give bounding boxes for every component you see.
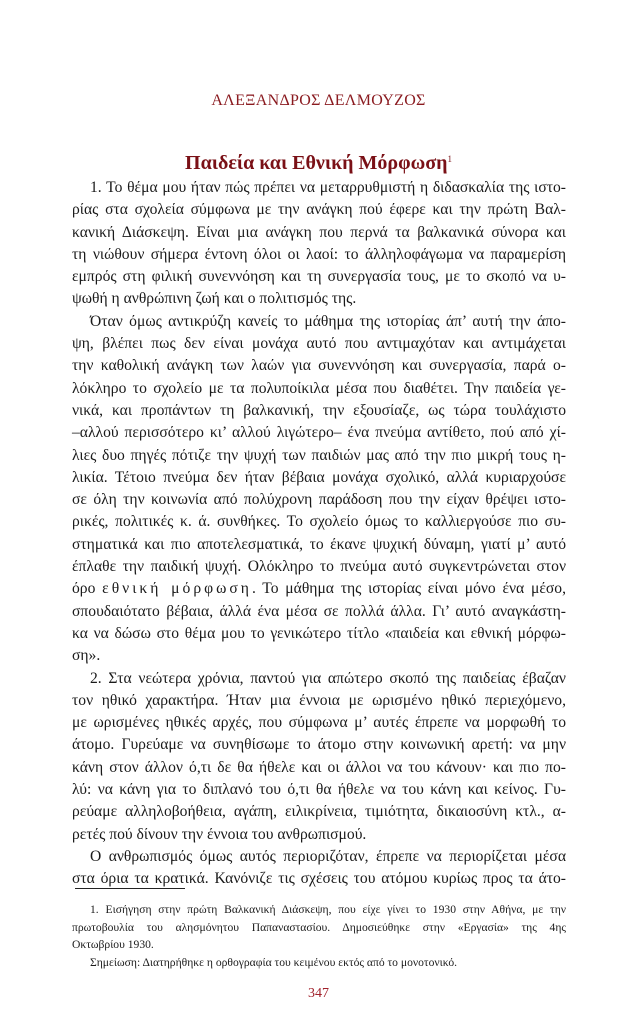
- body-line-text: νικά, και προπάντων τη βαλκανική, την εξουσίαζε, ως τώρα τουλάχιστο: [72, 401, 566, 419]
- body-line-text: κάνη στον άλλον ό,τι δε θα ήθελε και οι άλλοι να του κάνουν· και πιο πο-: [72, 758, 566, 776]
- body-line: [72, 333, 566, 355]
- body-line-text: Ο ανθρωπισμός όμως αυτός περιοριζόταν, έπρεπε να περιορίζεται μέσα: [90, 847, 566, 865]
- body-line-text: κα να δώσω στο θέμα μου το γενικώτερο τίτλο «παιδεία και εθνική μόρφω-: [72, 624, 566, 642]
- article-title-text: Παιδεία και Εθνική Μόρφωση: [185, 152, 448, 174]
- body-line-text: την καθολική ανάγκη των λαών για συνεννόηση και συνεργασία, παρά ο-: [72, 357, 566, 375]
- body-line-text: λιες δυο πηγές πότιζε την ψυχή των παιδιών μας από την πιο μικρή τους η-: [72, 446, 566, 464]
- body-line: [72, 734, 566, 756]
- emphasized-term: εθνική μόρφωση: [102, 580, 252, 598]
- footnote-line-text: πρωτοβουλία του αλησμόνητου Παπαναστασίου. Δημοσιεύθηκε στην «Εργασία» της 4ης: [72, 920, 566, 934]
- body-line-text: λύ: να κάνη για το διπλανό του ό,τι θα ήθελε να του κάνη και κείνος. Γυ-: [72, 781, 566, 799]
- body-line: [72, 266, 566, 288]
- body-line: [72, 355, 566, 377]
- body-line-text: Όταν όμως αντικρύζη κανείς το μάθημα της ιστορίας άπ’ αυτή την άπο-: [90, 312, 566, 330]
- body-line: [72, 668, 566, 690]
- footnote-reference[interactable]: 1: [447, 154, 452, 164]
- body-line: [72, 556, 566, 578]
- body-line-text: έπλαθε την παιδική ψυχή. Ολόκληρο το πνεύμα αυτό συγκεντρώνεται στον: [72, 558, 566, 576]
- body-line: [72, 222, 566, 244]
- body-line: [72, 244, 566, 266]
- body-line: [72, 757, 566, 779]
- body-line-text: ση».: [72, 647, 101, 665]
- body-line-text: ρεύαμε αλληλοβοήθεια, αγάπη, ειλικρίνεια, τιμιότητα, δικαιοσύνη κτλ., α-: [72, 803, 566, 821]
- body-line-text: ρετές πού δίνουν την έννοια του ανθρωπισμού.: [72, 825, 367, 843]
- body-line-text: στα όρια τα κρατικά. Κανόνιζε τις σχέσεις του ατόμου κυρίως προς τα άτο-: [72, 870, 566, 888]
- article-body: [72, 177, 566, 891]
- footnote-line: [72, 954, 566, 972]
- body-line-text: ψωθή η ανθρώπινη ζωή και ο πολιτισμός της.: [72, 290, 357, 308]
- body-line-text: όρο: [72, 580, 96, 598]
- footnotes: [72, 901, 566, 971]
- body-line: [72, 534, 566, 556]
- body-line-text: 2. Στα νεώτερα χρόνια, παντού για απώτερο σκοπό της παιδείας έβαζαν: [90, 669, 566, 687]
- body-line: [72, 645, 566, 667]
- body-line-text: –αλλού περισσότερο κι’ αλλού λιγώτερο– ένα πνεύμα αντίθετο, πού από χί-: [72, 424, 566, 442]
- body-line-text: με ωρισμένες ηθικές αρχές, που σύμφωνα μ’ αυτές έπρεπε να μορφωθή το: [72, 714, 566, 732]
- footnote-line: [72, 901, 566, 919]
- body-line-text: λόκληρο το σχολείο με τα πολυποίκιλα μέσα που διαθέτει. Την παιδεία γε-: [72, 379, 566, 397]
- body-line-text: εμπρός στη φιλική συνεννόηση και τη συνεργασία τους, με το σκοπό να υ-: [72, 268, 566, 286]
- body-line-text: λικία. Τέτοιο πνεύμα δεν ήταν βέβαια μονάχα σχολικό, αλλά κυριαρχούσε: [72, 468, 566, 486]
- body-line-text: σε όλη την κοινωνία από πολύχρονη παράδοση που την είχαν θρέψει ιστο-: [72, 491, 566, 509]
- body-line-text: τη νιώθουν σήμερα έντονη όλοι οι λαοί: το άλληλοφάγωμα να παραμερίση: [72, 245, 566, 263]
- body-line-text: στηματικά και πιο αποτελεσματικά, το έκανε ψυχική δύναμη, γιατί μ’ αυτό: [72, 535, 566, 553]
- body-line: [72, 779, 566, 801]
- footnote-line-text: 1. Εισήγηση στην πρώτη Βαλκανική Διάσκεψη, που είχε γίνει το 1930 στην Αθήνα, με την: [90, 903, 566, 916]
- body-line-text: ψη, βλέπει πως δεν είναι μονάχα αυτό που αντιμαχόταν και αντιμάχεται: [72, 335, 566, 353]
- body-line-text: άτομο. Γυρεύαμε να συνηθίσωμε το άτομο στην κοινωνική αρετή: να μην: [72, 736, 566, 754]
- body-line: [72, 511, 566, 533]
- footnote-line: [72, 919, 566, 937]
- body-line-text: κανική Διάσκεψη. Είναι μια ανάγκη που περνά τα βαλκανικά σύνορα και: [72, 223, 566, 241]
- page-number: 347: [308, 986, 329, 1001]
- body-line: [72, 467, 566, 489]
- body-line: [72, 400, 566, 422]
- body-line: [72, 199, 566, 221]
- body-line-text: ρικές, πολιτικές κ. ά. συνθήκες. Το σχολείο όμως το καλλιεργούσε πιο συ-: [72, 513, 566, 531]
- body-line: [72, 801, 566, 823]
- body-line: [72, 445, 566, 467]
- body-line-text: 1. Το θέμα μου ήταν πώς πρέπει να μεταρρυθμιστή η διδασκαλία της ιστο-: [90, 179, 566, 196]
- body-line-text: . Το μάθημα της ιστορίας είναι μόνο ένα μέσο,: [251, 580, 566, 598]
- body-line: [72, 578, 566, 600]
- article-title: [0, 152, 637, 175]
- body-line-text: σπουδαιότατο βέβαια, άλλά ένα μέσα σε πολλά άλλα. Γι’ αυτό αναγκάστη-: [72, 602, 566, 620]
- body-line: [72, 690, 566, 712]
- body-line: [72, 712, 566, 734]
- footnote-divider: [75, 888, 185, 889]
- body-line: [72, 601, 566, 623]
- body-line: [72, 378, 566, 400]
- body-line: [72, 489, 566, 511]
- author-name: ΑΛΕΞΑΝΔΡΟΣ ΔΕΛΜΟΥΖΟΣ: [211, 92, 426, 109]
- body-line-text: ρίας στα σχολεία σύμφωνα με την ανάγκη πού έφερε και την πρώτη Βαλ-: [72, 201, 566, 219]
- body-line: [72, 422, 566, 444]
- body-line: [72, 311, 566, 333]
- body-line: [72, 623, 566, 645]
- body-line: [72, 288, 566, 310]
- body-line: [72, 824, 566, 846]
- body-line: [72, 846, 566, 868]
- body-line-text: τον ηθικό χαρακτήρα. Ήταν μια έννοια με ωρισμένο ηθικό περιεχόμενο,: [72, 691, 566, 709]
- body-line: [72, 177, 566, 199]
- footnote-line: [72, 936, 566, 954]
- footnote-line-text: Οκτωβρίου 1930.: [72, 938, 154, 951]
- footnote-line-text: Σημείωση: Διατηρήθηκε η ορθογραφία του κειμένου εκτός από το μονοτονικό.: [90, 955, 458, 969]
